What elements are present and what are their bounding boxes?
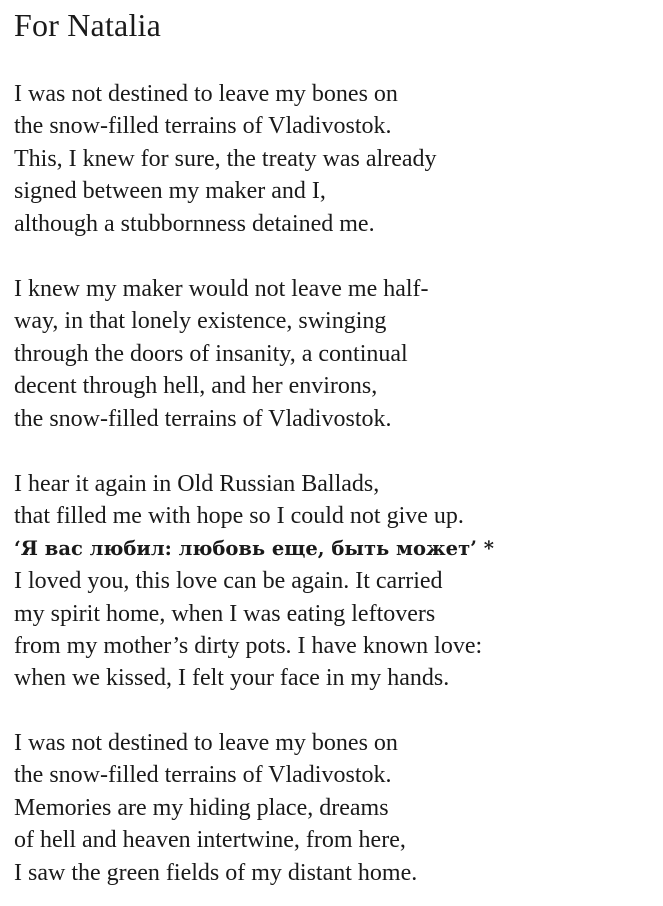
russian-quote-line: ‘Я вас любил: любовь еще, быть может’ *	[14, 536, 494, 560]
poem-line: way, in that lonely existence, swinging	[14, 308, 387, 335]
poem-line: the snow-filled terrains of Vladivostok.	[14, 405, 392, 432]
poem-line: when we kissed, I felt your face in my hands.	[14, 665, 450, 692]
poem-line: decent through hell, and her environs,	[14, 373, 378, 400]
poem-line: I hear it again in Old Russian Ballads,	[14, 471, 380, 497]
poem-line: although a stubbornness detained me.	[14, 210, 375, 237]
poem-line: through the doors of insanity, a continual	[14, 340, 408, 367]
poem-line: Memories are my hiding place, dreams	[14, 794, 389, 821]
poem-line: my spirit home, when I was eating leftovers	[14, 600, 436, 627]
stanza-1	[14, 78, 437, 240]
poem-line: the snow-filled terrains of Vladivostok.	[14, 762, 392, 789]
poem-line: I saw the green fields of my distant home.	[14, 859, 418, 886]
poem-line: I was not destined to leave my bones on	[14, 730, 398, 756]
poem-line: I was not destined to leave my bones on	[14, 81, 398, 107]
poem-line: from my mother’s dirty pots. I have known love:	[14, 632, 483, 659]
stanza-3	[14, 468, 494, 695]
poem-line: I knew my maker would not leave me half-	[14, 276, 429, 302]
poem-line: I loved you, this love can be again. It carried	[14, 568, 443, 595]
poem-line: the snow-filled terrains of Vladivostok.	[14, 113, 392, 140]
poem-line: This, I knew for sure, the treaty was already	[14, 145, 437, 172]
stanza-2	[14, 273, 429, 435]
poem-line: of hell and heaven intertwine, from here,	[14, 827, 406, 854]
poem-line: that filled me with hope so I could not give up.	[14, 503, 464, 530]
poem-line: signed between my maker and I,	[14, 178, 326, 205]
poem-title: For Natalia	[14, 7, 162, 43]
stanza-4	[14, 727, 417, 889]
